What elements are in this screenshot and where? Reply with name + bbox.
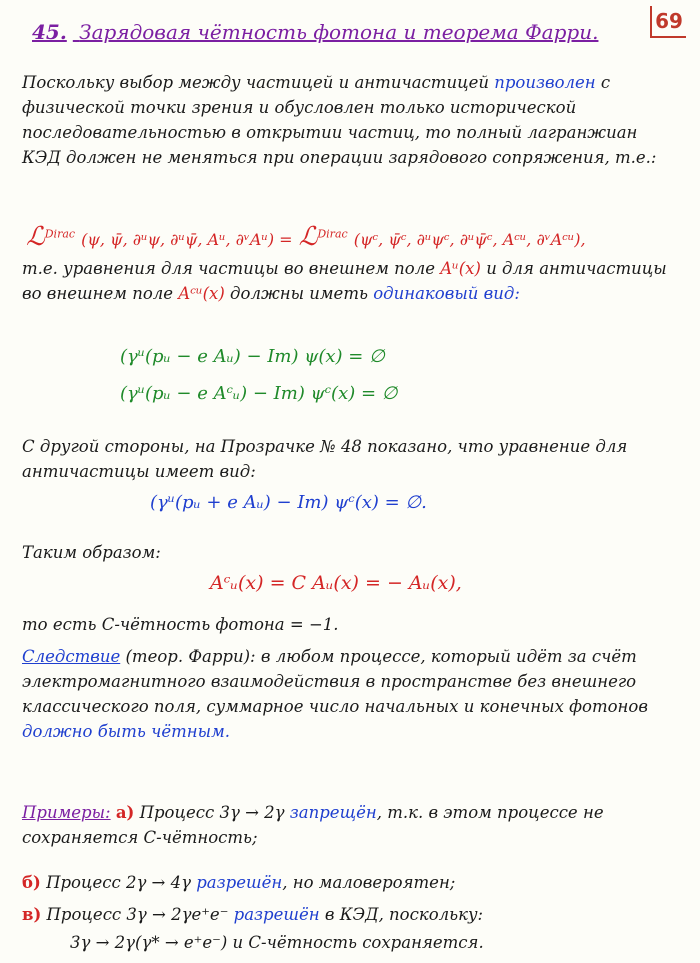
lagrangian-lhs-sup: Dirac bbox=[44, 227, 76, 241]
example-b-marker: б) bbox=[22, 873, 41, 892]
lagrangian-rhs-args: (ψᶜ, ψ̄ᶜ, ∂ᵘψᶜ, ∂ᵘψ̄ᶜ, Aᶜᵘ, ∂ᵛAᶜᵘ), bbox=[353, 230, 586, 249]
intro-highlight: произволен bbox=[494, 73, 596, 92]
section-number: 45. bbox=[32, 20, 67, 44]
example-c-process: Процесс 3γ → 2γe⁺e⁻ bbox=[46, 905, 229, 924]
field-antiparticle: Aᶜᵘ(x) bbox=[178, 284, 225, 303]
lagrangian-lhs-args: (ψ, ψ̄, ∂ᵘψ, ∂ᵘψ̄, Aᵘ, ∂ᵛAᵘ) = bbox=[81, 230, 293, 249]
example-b-tail: , но маловероятен; bbox=[282, 873, 456, 892]
lagrangian-lhs-symbol: ℒ bbox=[26, 222, 45, 252]
corollary-label: Следствие bbox=[22, 647, 121, 666]
lagrangian-rhs-symbol: ℒ bbox=[298, 222, 318, 252]
example-a-status: запрещён bbox=[289, 803, 377, 822]
example-c bbox=[22, 902, 672, 927]
field-particle: Aᵘ(x) bbox=[440, 259, 481, 278]
corollary-text: в любом процессе, который идёт за счёт электромагнитного взаимодействия в пространстве без внешнего классического поля, суммарное число начальных и конечных фотонов bbox=[22, 647, 648, 716]
example-a-process: Процесс 3γ → 2γ bbox=[139, 803, 285, 822]
eq-particle: (γᵘ(pᵤ − e Aᵤ) − Im) ψ(x) = ∅ bbox=[120, 346, 385, 367]
page-number: 69 bbox=[650, 6, 686, 38]
section-title bbox=[32, 20, 652, 44]
example-c-tail: в КЭД, поскольку: bbox=[324, 905, 484, 924]
intro-text-2: с физической точки зрения и обусловлен только исторической последовательностью в открытии частиц, то полный лагранжиан КЭД должен не меняться при операции зарядового сопряжения, т.е.: bbox=[22, 73, 657, 167]
example-a-marker: а) bbox=[115, 803, 135, 822]
intro-text-1: Поскольку выбор между частицей и античастицей bbox=[22, 73, 489, 92]
lagrangian-equation bbox=[26, 222, 586, 252]
corollary-highlight: должно быть чётным. bbox=[22, 722, 230, 741]
example-b-status: разрешён bbox=[196, 873, 283, 892]
example-c-marker: в) bbox=[22, 905, 42, 924]
field-text-a: т.е. уравнения для частицы во внешнем поле bbox=[22, 259, 435, 278]
thus-text: Таким образом: bbox=[22, 543, 161, 562]
other-side-paragraph: С другой стороны, на Прозрачке № 48 показано, что уравнение для античастицы имеет вид: bbox=[22, 437, 628, 481]
field-paragraph bbox=[22, 256, 672, 306]
lagrangian-rhs-sup: Dirac bbox=[317, 227, 348, 241]
section-title-text: Зарядовая чётность фотона и теорема Фарри. bbox=[79, 20, 599, 44]
field-text-b: и для античастицы во внешнем поле bbox=[22, 259, 667, 303]
example-a bbox=[22, 800, 672, 850]
eq-antiparticle: (γᵘ(pᵤ − e Aᶜᵤ) − Im) ψᶜ(x) = ∅ bbox=[120, 383, 398, 404]
example-c-detail: 3γ → 2γ(γ* → e⁺e⁻) и С-чётность сохраняется. bbox=[70, 933, 484, 952]
examples-label: Примеры: bbox=[22, 803, 111, 822]
eq-anti-actual: (γᵘ(pᵤ + e Aᵤ) − Im) ψᶜ(x) = ∅. bbox=[150, 492, 427, 513]
eq-result: Aᶜᵤ(x) = C Aᵤ(x) = − Aᵤ(x), bbox=[210, 572, 462, 594]
example-b bbox=[22, 870, 672, 895]
field-text-c: должны иметь bbox=[230, 284, 368, 303]
corollary-paragraph bbox=[22, 644, 672, 744]
corollary-ref: (теор. Фарри): bbox=[125, 647, 256, 666]
intro-paragraph bbox=[22, 70, 672, 170]
example-c-status: разрешён bbox=[233, 905, 320, 924]
c-parity-text: то есть С-чётность фотона = −1. bbox=[22, 615, 339, 634]
example-a-tail: , т.к. в этом процессе не сохраняется С-чётность; bbox=[22, 803, 604, 847]
example-b-process: Процесс 2γ → 4γ bbox=[46, 873, 191, 892]
same-form-label: одинаковый вид: bbox=[373, 284, 520, 303]
